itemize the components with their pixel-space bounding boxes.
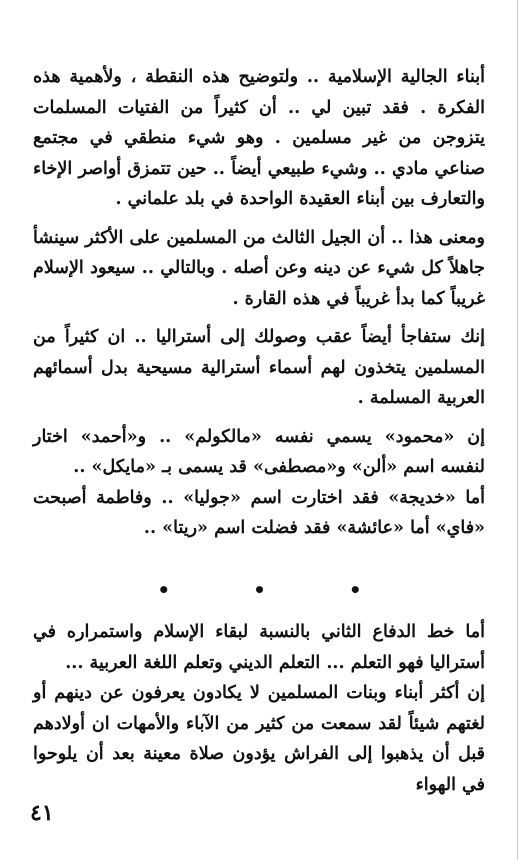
paragraph-2: ومعنى هذا .. أن الجيل الثالث من المسلمين على الأكثر سينشأ جاهلاً كل شيء عن دينه وعن أصله . وبالتالي .. سيعود الإسلام غريباً كما بدأ غريباً في هذه القارة . <box>33 227 485 309</box>
text-block-bottom <box>33 617 485 800</box>
text-block-top <box>33 62 485 544</box>
page-edge-line <box>517 0 518 860</box>
paragraph-5: أما «خديجة» فقد اختارت اسم «جوليا» .. وفاطمة أصبحت «فاي» أما «عائشة» فقد فضلت اسم «ريتا» .. <box>33 487 485 538</box>
paragraph-4: إن «محمود» يسمي نفسه «مالكولم» .. و«أحمد» اختار لنفسه اسم «ألن» و«مصطفى» قد يسمى بـ «مايكل» .. <box>33 426 485 477</box>
page-number: ٤١ <box>30 800 54 826</box>
paragraph-7: إن أكثر أبناء وبنات المسلمين لا يكادون يعرفون عن دينهم أو لغتهم شيئاً لقد سمعت من كثير من الآباء والأمهات ان أولادهم قبل أن يذهبوا إلى الفراش يؤدون صلاة معينة بعد أن يلوحوا في الهواء <box>33 683 485 795</box>
paragraph-6: أما خط الدفاع الثاني بالنسبة لبقاء الإسلام واستمراره في أستراليا فهو التعلم ... التعلم الديني وتعلم اللغة العربية ... <box>33 622 485 673</box>
section-separator: • • • <box>157 578 400 602</box>
paragraph-3: إنك ستفاجأ أيضاً عقب وصولك إلى أستراليا .. ان كثيراً من المسلمين يتخذون لهم أسماء أسترالية مسيحية بدل أسمائهم العربية المسلمة . <box>33 327 485 408</box>
paragraph-1: أبناء الجالية الإسلامية .. ولتوضيح هذه النقطة ، ولأهمية هذه الفكرة . فقد تبين لي .. أن كثيراً من الفتيات المسلمات يتزوجن من غير مسلمين . وهو شيء منطقي في مجتمع صناعي مادي .. وشيء طبيعي أيضاً .. حين تتمزق أواصر الإخاء والتعارف بين أبناء العقيدة الواحدة في بلد علماني . <box>33 67 485 209</box>
